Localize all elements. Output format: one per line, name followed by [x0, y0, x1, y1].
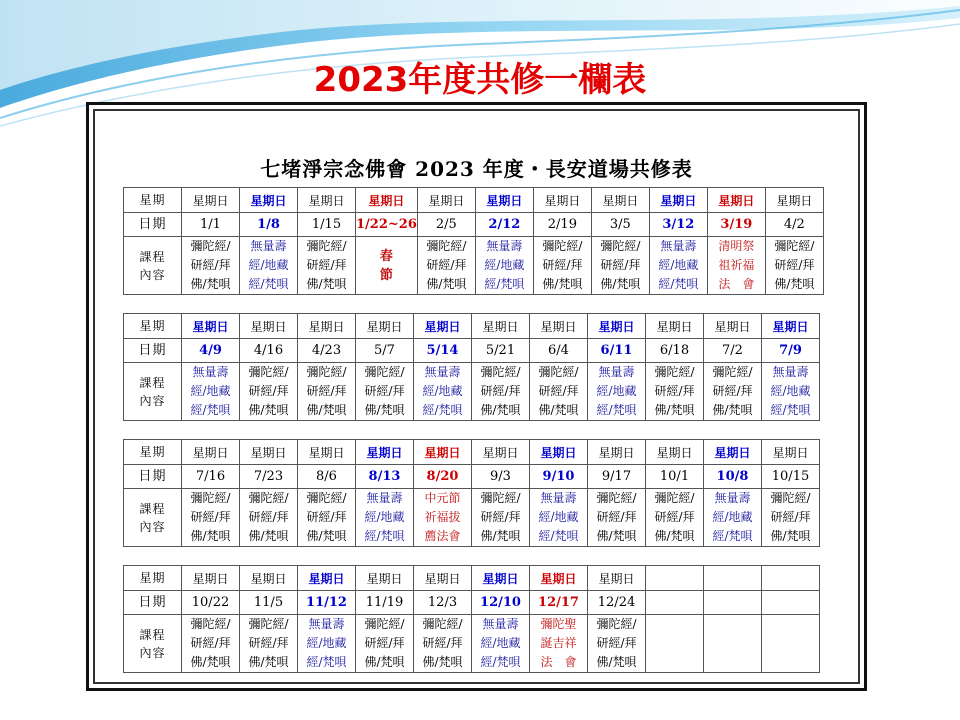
- course-cell: [649, 237, 707, 295]
- weekday-cell: [298, 188, 356, 213]
- course-cell-text: 彌陀經/ 研經/拜 佛/梵唄: [248, 617, 289, 669]
- date-cell: [298, 591, 356, 615]
- weekday-cell-text: 星期日: [714, 319, 751, 334]
- course-cell: [472, 489, 530, 547]
- date-cell: [414, 339, 472, 363]
- course-cell: [298, 237, 356, 295]
- course-cell: [182, 489, 240, 547]
- course-cell: [762, 489, 820, 547]
- weekday-cell-text: 星期日: [482, 319, 519, 334]
- weekday-cell-text: 星期日: [250, 319, 287, 334]
- course-cell: [765, 237, 823, 295]
- weekday-cell-text: 星期日: [250, 193, 287, 208]
- course-cell-text: 中元節 祈福拔 薦法會: [424, 491, 461, 543]
- course-cell-text: 彌陀經/ 研經/拜 佛/梵唄: [190, 239, 231, 291]
- weekday-cell: [298, 314, 356, 339]
- course-cell-text: 彌陀經/ 研經/拜 佛/梵唄: [422, 617, 463, 669]
- date-cell-text: 11/12: [306, 595, 347, 610]
- course-cell: [240, 237, 298, 295]
- course-cell-text: 彌陀經/ 研經/拜 佛/梵唄: [774, 239, 815, 291]
- row-label-text: 課程 內容: [139, 375, 166, 408]
- date-cell-text: 8/20: [426, 469, 459, 484]
- weekday-cell-text: 星期日: [598, 319, 635, 334]
- date-cell-text: 7/23: [253, 469, 284, 484]
- date-cell-text: 10/15: [771, 469, 810, 484]
- date-cell-text: 7/9: [779, 343, 802, 358]
- date-cell: [472, 465, 530, 489]
- course-cell-text: 無量壽 經/地藏 經/梵唄: [480, 617, 521, 669]
- date-cell: [765, 213, 823, 237]
- course-cell-text: 彌陀經/ 研經/拜 佛/梵唄: [596, 491, 637, 543]
- table-row: [124, 237, 824, 295]
- weekday-cell-text: 星期日: [424, 319, 461, 334]
- course-cell-text: 彌陀聖 誕吉祥 法 會: [540, 617, 577, 669]
- course-cell-text: 彌陀經/ 研經/拜 佛/梵唄: [306, 239, 347, 291]
- row-label: [124, 440, 182, 465]
- weekday-cell: [588, 314, 646, 339]
- date-cell: [704, 465, 762, 489]
- weekday-cell-text: 星期日: [192, 193, 229, 208]
- row-label: [124, 566, 182, 591]
- date-cell: [240, 465, 298, 489]
- course-cell: [417, 237, 475, 295]
- course-cell: [704, 489, 762, 547]
- date-cell: [356, 213, 418, 237]
- date-cell: [649, 213, 707, 237]
- weekday-cell-text: 星期日: [308, 571, 345, 586]
- date-cell-text: 4/16: [253, 343, 284, 358]
- course-cell: [762, 615, 820, 673]
- weekday-cell-text: 星期日: [424, 571, 461, 586]
- weekday-cell: [588, 440, 646, 465]
- date-cell: [588, 339, 646, 363]
- table-row: [124, 213, 824, 237]
- course-cell-text: 無量壽 經/地藏 經/梵唄: [190, 365, 231, 417]
- date-cell: [182, 591, 240, 615]
- course-cell: [414, 489, 472, 547]
- date-cell: [356, 591, 414, 615]
- date-cell-text: 5/7: [374, 343, 395, 358]
- date-cell: [475, 213, 533, 237]
- course-cell: [240, 615, 298, 673]
- schedule-table: [123, 565, 820, 673]
- weekday-cell: [765, 188, 823, 213]
- course-cell-text: 彌陀經/ 研經/拜 佛/梵唄: [190, 617, 231, 669]
- weekday-cell: [588, 566, 646, 591]
- weekday-cell: [704, 440, 762, 465]
- date-cell: [298, 339, 356, 363]
- course-cell: [475, 237, 533, 295]
- course-cell: [530, 489, 588, 547]
- weekday-cell: [475, 188, 533, 213]
- date-cell-text: 5/14: [426, 343, 459, 358]
- course-cell-text: 彌陀經/ 研經/拜 佛/梵唄: [654, 491, 695, 543]
- weekday-cell-text: 星期日: [366, 319, 403, 334]
- weekday-cell: [649, 188, 707, 213]
- weekday-cell: [591, 188, 649, 213]
- row-label: [124, 188, 182, 213]
- date-cell-text: 5/21: [485, 343, 516, 358]
- weekday-cell: [356, 188, 418, 213]
- schedule-frame: [86, 102, 867, 691]
- table-row: [124, 314, 820, 339]
- date-cell-text: 2/19: [547, 217, 577, 232]
- course-cell: [298, 363, 356, 421]
- date-cell: [707, 213, 765, 237]
- course-cell-text: 彌陀經/ 研經/拜 佛/梵唄: [306, 491, 347, 543]
- date-cell: [240, 591, 298, 615]
- date-cell-text: 3/5: [609, 217, 631, 232]
- course-cell: [762, 363, 820, 421]
- date-cell: [704, 591, 762, 615]
- weekday-cell: [240, 188, 298, 213]
- course-cell: [533, 237, 591, 295]
- date-cell-text: 6/11: [600, 343, 633, 358]
- weekday-cell-text: 星期日: [540, 445, 577, 460]
- weekday-cell-text: 星期日: [250, 571, 287, 586]
- course-cell-text: 彌陀經/ 研經/拜 佛/梵唄: [712, 365, 753, 417]
- weekday-cell-text: 星期日: [308, 445, 345, 460]
- weekday-cell-text: 星期日: [424, 445, 461, 460]
- weekday-cell-text: 星期日: [482, 445, 519, 460]
- date-cell: [533, 213, 591, 237]
- date-cell: [530, 465, 588, 489]
- weekday-cell: [646, 566, 704, 591]
- date-cell: [298, 465, 356, 489]
- date-cell: [182, 339, 240, 363]
- weekday-cell: [414, 440, 472, 465]
- date-cell-text: 1/8: [257, 217, 280, 232]
- course-cell: [530, 363, 588, 421]
- weekday-cell-text: 星期日: [192, 571, 229, 586]
- weekday-cell-text: 星期日: [368, 193, 405, 208]
- date-cell: [417, 213, 475, 237]
- weekday-cell-text: 星期日: [192, 319, 229, 334]
- date-cell-text: 11/19: [365, 595, 404, 610]
- course-cell-text: 無量壽 經/地藏 經/梵唄: [538, 491, 579, 543]
- row-label: [124, 213, 182, 237]
- weekday-cell-text: 星期日: [598, 571, 635, 586]
- weekday-cell: [240, 566, 298, 591]
- course-cell: [356, 489, 414, 547]
- weekday-cell: [182, 566, 240, 591]
- course-cell-text: 春 節: [379, 248, 393, 283]
- course-cell-text: 彌陀經/ 研經/拜 佛/梵唄: [480, 365, 521, 417]
- course-cell-text: 彌陀經/ 研經/拜 佛/梵唄: [480, 491, 521, 543]
- course-cell: [704, 615, 762, 673]
- date-cell: [646, 339, 704, 363]
- weekday-cell-text: 星期日: [482, 571, 519, 586]
- course-cell: [356, 237, 418, 295]
- weekday-cell: [530, 566, 588, 591]
- course-cell: [530, 615, 588, 673]
- weekday-cell: [646, 440, 704, 465]
- table-row: [124, 188, 824, 213]
- course-cell-text: 彌陀經/ 研經/拜 佛/梵唄: [248, 491, 289, 543]
- course-cell: [588, 489, 646, 547]
- date-cell: [762, 339, 820, 363]
- sheet-title: 七堵淨宗念佛會 2023 年度・長安道場共修表: [260, 157, 693, 181]
- course-cell-text: 無量壽 經/地藏 經/梵唄: [484, 239, 525, 291]
- row-label: [124, 591, 182, 615]
- date-cell-text: 4/9: [199, 343, 222, 358]
- weekday-cell: [533, 188, 591, 213]
- table-row: [124, 339, 820, 363]
- course-cell-text: 無量壽 經/地藏 經/梵唄: [306, 617, 347, 669]
- date-cell: [588, 591, 646, 615]
- date-cell-text: 12/24: [597, 595, 636, 610]
- weekday-cell-text: 星期日: [428, 193, 465, 208]
- weekday-cell: [356, 440, 414, 465]
- row-label: [124, 489, 182, 547]
- row-label-text: 星期: [139, 193, 166, 207]
- row-label-text: 日期: [138, 342, 167, 358]
- row-label-text: 星期: [139, 445, 166, 459]
- weekday-cell-text: 星期日: [308, 319, 345, 334]
- weekday-cell-text: 星期日: [776, 193, 813, 208]
- weekday-cell: [356, 566, 414, 591]
- course-cell: [356, 363, 414, 421]
- weekday-cell: [472, 314, 530, 339]
- date-cell-text: 4/23: [311, 343, 342, 358]
- course-cell: [240, 363, 298, 421]
- date-cell-text: 12/3: [427, 595, 458, 610]
- course-cell: [298, 615, 356, 673]
- course-cell-text: 無量壽 經/地藏 經/梵唄: [596, 365, 637, 417]
- course-cell-text: 無量壽 經/地藏 經/梵唄: [712, 491, 753, 543]
- course-cell-text: 無量壽 經/地藏 經/梵唄: [248, 239, 289, 291]
- table-row: [124, 465, 820, 489]
- date-cell: [646, 465, 704, 489]
- date-cell: [472, 339, 530, 363]
- course-cell: [588, 363, 646, 421]
- course-cell-text: 無量壽 經/地藏 經/梵唄: [770, 365, 811, 417]
- date-cell: [588, 465, 646, 489]
- date-cell: [762, 465, 820, 489]
- weekday-cell-text: 星期日: [250, 445, 287, 460]
- course-cell-text: 無量壽 經/地藏 經/梵唄: [658, 239, 699, 291]
- date-cell-text: 1/1: [200, 217, 221, 232]
- course-cell-text: 彌陀經/ 研經/拜 佛/梵唄: [770, 491, 811, 543]
- weekday-cell-text: 星期日: [598, 445, 635, 460]
- weekday-cell: [182, 440, 240, 465]
- row-label-text: 課程 內容: [139, 501, 166, 534]
- weekday-cell-text: 星期日: [366, 445, 403, 460]
- course-cell-text: 彌陀經/ 研經/拜 佛/梵唄: [364, 365, 405, 417]
- date-cell: [356, 339, 414, 363]
- date-cell: [414, 591, 472, 615]
- date-cell-text: 12/10: [480, 595, 521, 610]
- date-cell-text: 2/5: [435, 217, 457, 232]
- date-cell-text: 6/18: [659, 343, 690, 358]
- date-cell: [182, 465, 240, 489]
- course-cell: [646, 615, 704, 673]
- course-cell-text: 彌陀經/ 研經/拜 佛/梵唄: [542, 239, 583, 291]
- date-cell: [240, 339, 298, 363]
- date-cell-text: 11/5: [253, 595, 284, 610]
- weekday-cell: [762, 314, 820, 339]
- weekday-cell-text: 星期日: [192, 445, 229, 460]
- weekday-cell: [704, 566, 762, 591]
- date-cell-text: 3/19: [720, 217, 753, 232]
- date-cell-text: 4/2: [783, 217, 805, 232]
- weekday-cell: [182, 188, 240, 213]
- weekday-cell-text: 星期日: [718, 193, 755, 208]
- schedule-table: [123, 313, 820, 421]
- row-label-text: 日期: [138, 594, 167, 610]
- date-cell: [472, 591, 530, 615]
- date-cell-text: 10/1: [659, 469, 690, 484]
- weekday-cell: [240, 314, 298, 339]
- weekday-cell: [240, 440, 298, 465]
- course-cell: [182, 237, 240, 295]
- table-row: [124, 615, 820, 673]
- weekday-cell: [472, 440, 530, 465]
- date-cell-text: 10/8: [716, 469, 749, 484]
- weekday-cell-text: 星期日: [540, 319, 577, 334]
- date-cell: [414, 465, 472, 489]
- date-cell: [298, 213, 356, 237]
- course-cell-text: 彌陀經/ 研經/拜 佛/梵唄: [654, 365, 695, 417]
- course-cell-text: 彌陀經/ 研經/拜 佛/梵唄: [600, 239, 641, 291]
- slide-title: 2023年度共修一欄表: [313, 60, 647, 100]
- weekday-cell-text: 星期日: [486, 193, 523, 208]
- date-cell: [356, 465, 414, 489]
- date-cell: [646, 591, 704, 615]
- weekday-cell-text: 星期日: [540, 571, 577, 586]
- date-cell: [762, 591, 820, 615]
- weekday-cell: [356, 314, 414, 339]
- weekday-cell: [762, 566, 820, 591]
- row-label-text: 日期: [138, 216, 167, 232]
- course-cell: [588, 615, 646, 673]
- date-cell: [530, 591, 588, 615]
- weekday-cell: [530, 440, 588, 465]
- table-row: [124, 591, 820, 615]
- weekday-cell-text: 星期日: [308, 193, 345, 208]
- course-cell-text: 彌陀經/ 研經/拜 佛/梵唄: [306, 365, 347, 417]
- weekday-cell-text: 星期日: [366, 571, 403, 586]
- weekday-cell: [298, 440, 356, 465]
- weekday-cell-text: 星期日: [656, 319, 693, 334]
- row-label-text: 課程 內容: [139, 249, 166, 282]
- date-cell: [704, 339, 762, 363]
- weekday-cell: [417, 188, 475, 213]
- date-cell-text: 9/10: [542, 469, 575, 484]
- date-cell-text: 8/6: [316, 469, 337, 484]
- weekday-cell: [530, 314, 588, 339]
- date-cell-text: 1/22~26: [356, 217, 417, 232]
- date-cell-text: 7/2: [722, 343, 743, 358]
- course-cell: [646, 363, 704, 421]
- table-row: [124, 363, 820, 421]
- course-cell: [472, 363, 530, 421]
- weekday-cell: [472, 566, 530, 591]
- row-label: [124, 237, 182, 295]
- weekday-cell: [707, 188, 765, 213]
- row-label-text: 星期: [139, 571, 166, 585]
- weekday-cell: [762, 440, 820, 465]
- weekday-cell-text: 星期日: [714, 445, 751, 460]
- course-cell: [356, 615, 414, 673]
- course-cell: [414, 363, 472, 421]
- course-cell: [646, 489, 704, 547]
- weekday-cell: [298, 566, 356, 591]
- date-cell-text: 3/12: [662, 217, 695, 232]
- course-cell-text: 彌陀經/ 研經/拜 佛/梵唄: [364, 617, 405, 669]
- weekday-cell: [414, 314, 472, 339]
- table-row: [124, 566, 820, 591]
- date-cell-text: 1/15: [311, 217, 342, 232]
- schedule-table: [123, 187, 824, 295]
- date-cell-text: 6/4: [548, 343, 569, 358]
- date-cell-text: 9/3: [490, 469, 511, 484]
- course-cell: [704, 363, 762, 421]
- course-cell-text: 彌陀經/ 研經/拜 佛/梵唄: [596, 617, 637, 669]
- row-label: [124, 465, 182, 489]
- date-cell: [591, 213, 649, 237]
- schedule-table: [123, 439, 820, 547]
- course-cell-text: 無量壽 經/地藏 經/梵唄: [422, 365, 463, 417]
- schedule-sheet: [93, 109, 860, 684]
- table-row: [124, 489, 820, 547]
- course-cell-text: 彌陀經/ 研經/拜 佛/梵唄: [190, 491, 231, 543]
- course-cell: [591, 237, 649, 295]
- date-cell-text: 10/22: [191, 595, 230, 610]
- course-cell-text: 清明祭 祖祈福 法 會: [718, 239, 755, 291]
- weekday-cell-text: 星期日: [772, 445, 809, 460]
- weekday-cell: [704, 314, 762, 339]
- course-cell-text: 彌陀經/ 研經/拜 佛/梵唄: [248, 365, 289, 417]
- date-cell-text: 9/17: [601, 469, 632, 484]
- date-cell-text: 2/12: [488, 217, 521, 232]
- row-label-text: 課程 內容: [139, 627, 166, 660]
- row-label: [124, 314, 182, 339]
- row-label-text: 星期: [139, 319, 166, 333]
- course-cell: [182, 615, 240, 673]
- weekday-cell-text: 星期日: [772, 319, 809, 334]
- course-cell: [414, 615, 472, 673]
- weekday-cell-text: 星期日: [602, 193, 639, 208]
- weekday-cell-text: 星期日: [660, 193, 697, 208]
- date-cell-text: 7/16: [195, 469, 226, 484]
- row-label-text: 日期: [138, 468, 167, 484]
- weekday-cell: [414, 566, 472, 591]
- date-cell: [530, 339, 588, 363]
- table-row: [124, 440, 820, 465]
- course-cell: [707, 237, 765, 295]
- weekday-cell-text: 星期日: [544, 193, 581, 208]
- row-label: [124, 339, 182, 363]
- course-cell: [298, 489, 356, 547]
- date-cell: [240, 213, 298, 237]
- date-cell-text: 8/13: [368, 469, 401, 484]
- weekday-cell: [646, 314, 704, 339]
- course-cell-text: 無量壽 經/地藏 經/梵唄: [364, 491, 405, 543]
- course-cell: [240, 489, 298, 547]
- course-cell: [182, 363, 240, 421]
- course-cell-text: 彌陀經/ 研經/拜 佛/梵唄: [538, 365, 579, 417]
- weekday-cell: [182, 314, 240, 339]
- row-label: [124, 363, 182, 421]
- course-cell: [472, 615, 530, 673]
- row-label: [124, 615, 182, 673]
- weekday-cell-text: 星期日: [656, 445, 693, 460]
- date-cell-text: 12/17: [538, 595, 579, 610]
- course-cell-text: 彌陀經/ 研經/拜 佛/梵唄: [426, 239, 467, 291]
- date-cell: [182, 213, 240, 237]
